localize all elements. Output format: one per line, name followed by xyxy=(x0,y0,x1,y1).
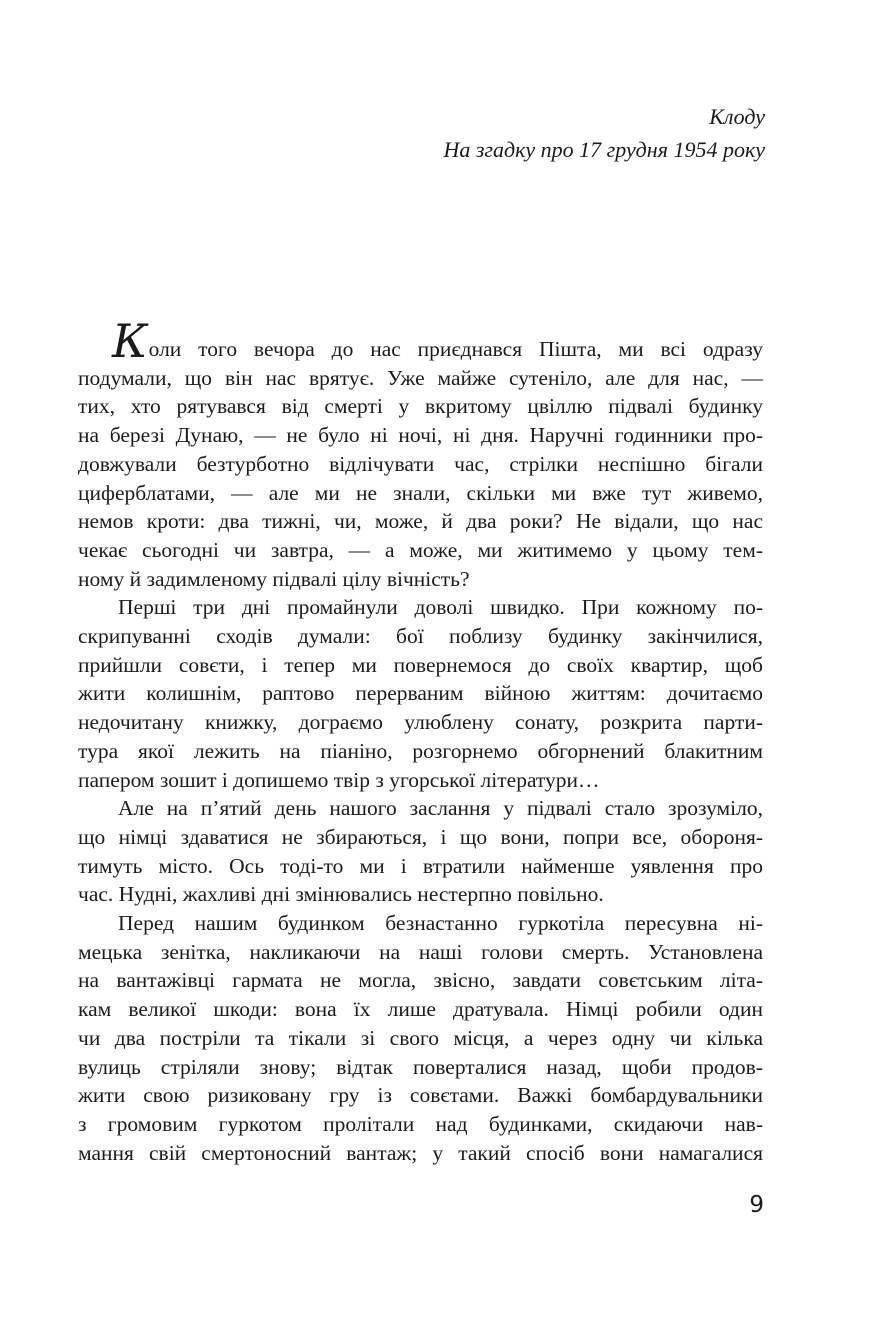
paragraph-2 xyxy=(78,593,763,794)
text-line: мецька зенітка, накликаючи на наші голови смерть. Установлена xyxy=(78,939,763,964)
paragraph-4 xyxy=(78,909,763,1167)
text-line: жити колишнім, раптово перерваним війною життям: дочитаємо xyxy=(78,681,763,706)
text-line: чекає сьогодні чи завтра, — а може, ми житимемо у цьому тем- xyxy=(78,537,763,562)
paragraph-3 xyxy=(78,794,763,909)
text-line: Коли того вечора до нас приєднався Пішта, ми всі одразу xyxy=(112,314,763,368)
text-line: Перед нашим будинком безнастанно гуркотіла пересувна ні- xyxy=(118,911,763,936)
text-line: кам великої шкоди: вона їх лише дратувала. Німці робили один xyxy=(78,997,763,1022)
text-line: недочитану книжку, дограємо улюблену сонату, розкрита парти- xyxy=(78,710,763,735)
dedication-line-2: На згадку про 17 грудня 1954 року xyxy=(443,137,765,162)
text-line: на березі Дунаю, — не було ні ночі, ні дня. Наручні годинники про- xyxy=(78,423,763,448)
text-line: Перші три дні промайнули доволі швидко. При кожному по- xyxy=(118,595,763,620)
text-line: чи два постріли та тікали зі свого місця, а через одну чи кілька xyxy=(78,1025,763,1050)
body-text xyxy=(78,314,763,1167)
text-line: тура якої лежить на піаніно, розгорнемо обгорнений блакитним xyxy=(78,738,763,763)
text-line: вулиць стріляли знову; відтак поверталися назад, щоби продов- xyxy=(78,1054,763,1079)
text-line: немов кроти: два тижні, чи, може, й два роки? Не відали, що нас xyxy=(78,509,763,534)
text-line: Але на п’ятий день нашого заслання у підвалі стало зрозуміло, xyxy=(118,796,763,821)
text-line: мання свій смертоносний вантаж; у такий спосіб вони намагалися xyxy=(78,1140,763,1165)
text-line: скрипуванні сходів думали: бої поблизу будинку закінчилися, xyxy=(78,624,763,649)
text-line: довжували безтурботно відлічувати час, стрілки неспішно бігали xyxy=(78,451,763,476)
text-line: прийшли совєти, і тепер ми повернемося до своїх квартир, щоб xyxy=(78,652,763,677)
text-line: подумали, що він нас врятує. Уже майже сутеніло, але для нас, — xyxy=(78,365,763,390)
text-line: папером зошит і допишемо твір з угорської літератури… xyxy=(78,767,600,792)
text-line-content: оли того вечора до нас приєднався Пішта, ми всі одразу xyxy=(148,337,763,361)
text-line: циферблатами, — але ми не знали, скільки ми вже тут живемо, xyxy=(78,480,763,505)
text-line: тимуть місто. Ось тоді-то ми і втратили найменше уявлення про xyxy=(78,853,763,878)
dedication-line-1: Клоду xyxy=(709,104,765,129)
text-line: з громовим гуркотом пролітали над будинками, скидаючи нав- xyxy=(78,1111,763,1136)
dedication xyxy=(443,100,765,166)
text-line: тих, хто рятувався від смерті у вкритому цвіллю підвалі будинку xyxy=(78,394,763,419)
text-line: жити свою ризиковану гру із совєтами. Важкі бомбардувальники xyxy=(78,1083,763,1108)
text-line: ному й задимленому підвалі цілу вічність? xyxy=(78,566,470,591)
page-number: 9 xyxy=(749,1192,764,1218)
text-line: на вантажівці гармата не могла, звісно, завдати совєтським літа- xyxy=(78,968,763,993)
text-line: час. Нудні, жахливі дні змінювались нестерпно повільно. xyxy=(78,882,604,907)
paragraph-1 xyxy=(78,314,763,593)
text-line: що німці здаватися не збираються, і що вони, попри все, обороня- xyxy=(78,824,763,849)
